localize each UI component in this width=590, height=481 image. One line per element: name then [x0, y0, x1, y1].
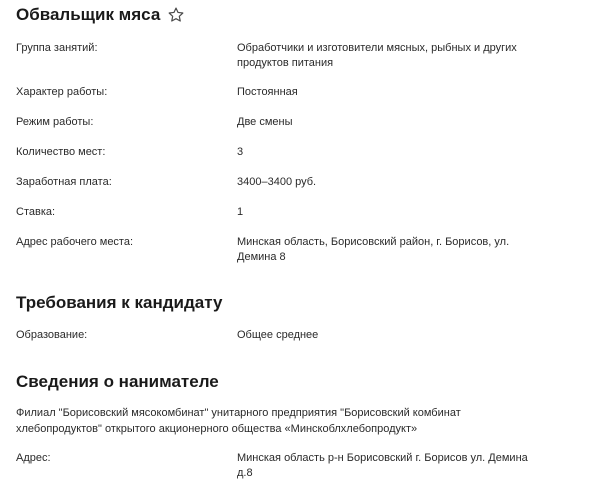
detail-value: Постоянная	[237, 86, 298, 98]
requirement-label: Образование:	[16, 329, 88, 341]
detail-label: Адрес рабочего места:	[16, 236, 134, 248]
requirement-value: Общее среднее	[237, 329, 319, 341]
requirement-row-education	[16, 328, 576, 343]
detail-value: Минская область, Борисовский район, г. Борисов, ул. Демина 8	[237, 236, 510, 263]
detail-row-positions-count	[16, 145, 576, 160]
detail-label: Группа занятий:	[16, 42, 98, 54]
detail-value: 3	[237, 146, 244, 158]
detail-label: Заработная плата:	[16, 176, 112, 188]
vacancy-title: Обвальщик мяса	[16, 5, 161, 24]
detail-row-rate	[16, 205, 576, 220]
detail-label: Характер работы:	[16, 86, 108, 98]
employer-name: Филиал "Борисовский мясокомбинат" унитарного предприятия "Борисовский комбинат хлебопродуктов" открытого акционерного общества «Минскоблхлебопродукт»	[16, 407, 461, 435]
star-outline-icon[interactable]	[167, 6, 185, 24]
detail-label: Ставка:	[16, 206, 56, 218]
detail-value: 1	[237, 206, 244, 218]
detail-row-work-schedule	[16, 115, 576, 130]
detail-label: Количество мест:	[16, 146, 106, 158]
detail-value: 3400–3400 руб.	[237, 176, 317, 188]
detail-value: Обработчики и изготовители мясных, рыбных и других продуктов питания	[237, 42, 517, 69]
detail-row-work-address	[16, 235, 576, 265]
employer-address-row	[16, 451, 576, 479]
detail-row-occupation-group	[16, 41, 576, 71]
detail-label: Режим работы:	[16, 116, 94, 128]
employer-address-value: Минская область р-н Борисовский г. Борисов ул. Демина д.8	[237, 452, 528, 479]
employer-section-title: Сведения о нанимателе	[16, 372, 219, 391]
employer-address-label: Адрес:	[16, 452, 51, 464]
detail-row-work-type	[16, 85, 576, 100]
detail-row-salary	[16, 175, 576, 190]
detail-value: Две смены	[237, 116, 293, 128]
vacancy-header	[16, 2, 185, 28]
requirements-title: Требования к кандидату	[16, 293, 223, 312]
